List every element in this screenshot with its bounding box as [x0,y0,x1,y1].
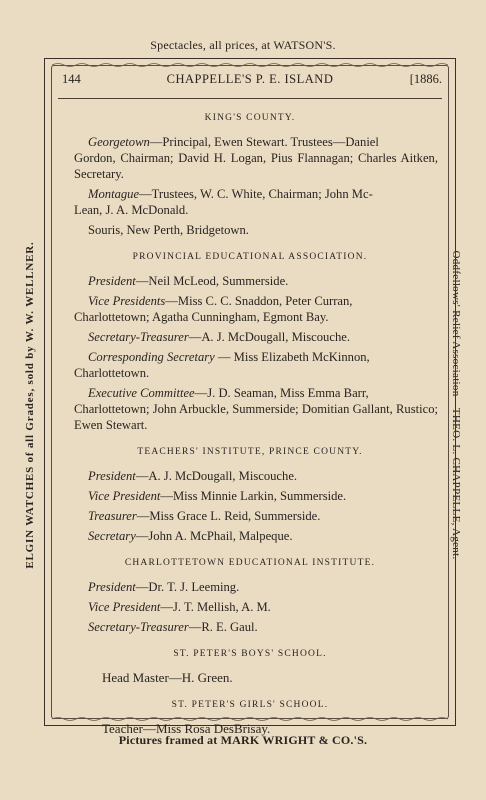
entry-label: Georgetown [88,135,150,149]
entry-continuation: Gordon, Chairman; David H. Logan, Pius Flannagan; Charles Aitken, Secretary. [74,151,438,181]
entry-continuation: Charlottetown. [74,366,150,380]
entry-label: Secretary-Treasurer [88,620,189,634]
entry-text: —A. J. McDougall, Miscouche. [188,330,350,344]
plain-entry: Head Master—H. Green. [102,670,233,685]
entry-label: Corresponding Secretary [88,350,215,364]
directory-entry [88,329,438,345]
entry-label: Montague [88,187,140,201]
header-rule [58,98,442,99]
section-heading: PROVINCIAL EDUCATIONAL ASSOCIATION. [132,252,368,262]
entry-text: —Neil McLeod, Summerside. [135,274,289,288]
entry-label: Secretary [88,529,136,543]
directory-entry [74,186,438,218]
plain-entry: Teacher—Miss Rosa DesBrisay. [102,721,271,736]
section-heading: ST. PETER'S GIRLS' SCHOOL. [171,700,329,710]
entry-continuation: Charlottetown; John Arbuckle, Summerside; Domitian Gallant, Rustico; Ewen Stewart. [74,402,438,432]
section-heading: ST. PETER'S BOYS' SCHOOL. [173,649,327,659]
directory-entry [88,468,438,484]
directory-entry [88,508,438,524]
entry-text: —Trustees, W. C. White, Chairman; John Mc- [139,187,373,201]
running-year: [1886. [409,72,442,86]
entry-label: President [88,469,136,483]
directory-entry [74,385,438,433]
page-content [56,66,444,745]
entry-continuation: Lean, J. A. McDonald. [74,203,189,217]
entry-text: —Principal, Ewen Stewart. Trustees—Daniel [149,135,379,149]
entry-label: Vice President [88,489,161,503]
entry-text: —John A. McPhail, Malpeque. [135,529,293,543]
directory-entry [88,528,438,544]
entry-text: —J. D. Seaman, Miss Emma Barr, [194,386,369,400]
directory-entry [74,134,438,182]
entry-text: —J. T. Mellish, A. M. [160,600,271,614]
entry-text: —R. E. Gaul. [188,620,258,634]
entry-text: —Miss C. C. Snaddon, Peter Curran, [165,294,353,308]
left-side-advertisement: ELGIN WATCHES of all Grades, sold by W. W. WELLNER. [24,241,36,569]
entry-label: President [88,274,136,288]
running-title: CHAPPELLE'S P. E. ISLAND [166,72,334,86]
directory-entry [88,619,438,635]
entry-continuation: Charlottetown; Agatha Cunningham, Egmont Bay. [74,310,329,324]
entry-label: Secretary-Treasurer [88,330,189,344]
directory-entry [74,349,438,381]
entry-text: —Dr. T. J. Leeming. [135,580,240,594]
section-heading: TEACHERS' INSTITUTE, PRINCE COUNTY. [137,447,363,457]
directory-entry [88,599,438,615]
directory-entry [74,293,438,325]
top-advertisement: Spectacles, all prices, at WATSON'S. [150,38,336,52]
section-heading: CHARLOTTETOWN EDUCATIONAL INSTITUTE. [124,558,376,568]
directory-entry [88,488,438,504]
directory-entry [88,222,438,238]
entry-text: —A. J. McDougall, Miscouche. [135,469,298,483]
right-side-advertisement: Oddfellows' Relief Association—THEO. L. CHAPPELLE, Agent. [450,250,462,560]
entry-label: Vice Presidents [88,294,166,308]
entry-text: —Miss Grace L. Reid, Summerside. [136,509,321,523]
entry-label: Executive Committee [88,386,195,400]
bottom-advertisement: Pictures framed at MARK WRIGHT & CO.'S. [118,733,368,747]
directory-entry [88,579,438,595]
running-head [56,72,444,98]
entry-text: —Miss Minnie Larkin, Summerside. [160,489,347,503]
entry-label: Treasurer [88,509,137,523]
sections-container [56,113,444,737]
page-number: 144 [62,72,81,86]
section-heading: KING'S COUNTY. [204,113,296,123]
entry-text: Souris, New Perth, Bridgetown. [88,223,249,237]
entry-label: Vice President [88,600,161,614]
entry-label: President [88,580,136,594]
directory-entry [88,273,438,289]
entry-text: — Miss Elizabeth McKinnon, [214,350,370,364]
